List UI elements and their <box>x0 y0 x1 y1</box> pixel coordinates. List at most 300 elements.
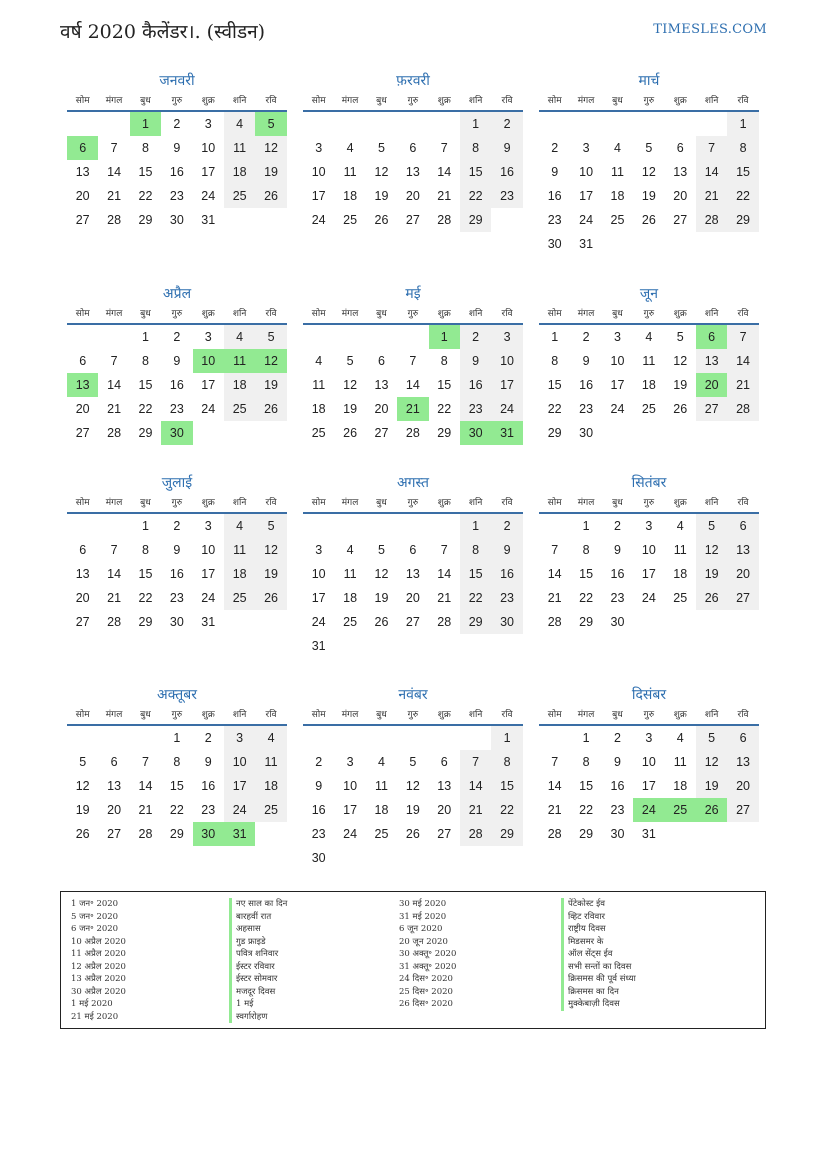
legend-date: 6 जन॰ 2020 <box>71 924 119 934</box>
day-cell: 20 <box>405 591 420 605</box>
day-cell: 29 <box>138 426 153 440</box>
day-cell: 2 <box>491 514 522 538</box>
weekday-label: सोम <box>547 498 562 508</box>
empty-cell <box>334 726 365 750</box>
day-cell: 30 <box>169 213 184 227</box>
day-cell: 18 <box>343 591 358 605</box>
day-cell: 2 <box>204 731 212 745</box>
day-cell: 13 <box>673 165 688 179</box>
day-cell: 29 <box>138 615 153 629</box>
day-cell: 8 <box>142 141 149 155</box>
empty-cell <box>98 726 129 750</box>
day-cell: 27 <box>696 397 727 421</box>
day-cell: 22 <box>437 402 452 416</box>
holiday-day-cell: 1 <box>130 112 161 136</box>
day-cell: 5 <box>645 141 653 155</box>
legend-holiday-name: राष्ट्रीय दिवस <box>561 923 636 936</box>
weekday-label: शनि <box>468 96 483 106</box>
empty-cell <box>366 726 397 750</box>
empty-cell <box>98 325 129 349</box>
weekday-label: बुध <box>612 498 623 508</box>
day-cell: 14 <box>460 774 491 798</box>
day-cell: 22 <box>579 591 594 605</box>
day-cell: 15 <box>460 562 491 586</box>
empty-cell <box>67 514 98 538</box>
holiday-day-cell: 6 <box>67 136 98 160</box>
weekday-label: मंगल <box>105 710 123 720</box>
day-cell: 11 <box>673 543 687 557</box>
day-cell: 10 <box>579 165 594 179</box>
month-calendar <box>67 472 287 634</box>
day-cell: 1 <box>491 726 522 750</box>
day-cell: 31 <box>311 639 326 653</box>
day-cell: 27 <box>75 615 90 629</box>
weekday-header <box>303 494 523 514</box>
day-cell: 5 <box>696 514 727 538</box>
day-cell: 28 <box>405 426 420 440</box>
day-cell: 21 <box>696 184 727 208</box>
empty-cell <box>366 514 397 538</box>
day-cell: 8 <box>440 354 448 368</box>
day-cell: 11 <box>224 136 255 160</box>
day-cell: 2 <box>551 141 559 155</box>
day-cell: 14 <box>437 165 452 179</box>
empty-cell <box>539 514 570 538</box>
day-cell: 27 <box>374 426 389 440</box>
day-cell: 7 <box>409 354 417 368</box>
day-cell: 20 <box>75 402 90 416</box>
day-cell: 4 <box>676 519 684 533</box>
weekday-label: रवि <box>737 309 749 319</box>
day-cell: 7 <box>440 543 448 557</box>
day-cell: 20 <box>107 803 122 817</box>
day-cell: 28 <box>107 615 122 629</box>
day-cell: 21 <box>107 189 122 203</box>
day-cell: 9 <box>582 354 590 368</box>
weekday-label: रवि <box>265 309 277 319</box>
day-cell: 11 <box>673 755 687 769</box>
day-cell: 7 <box>440 141 448 155</box>
weekday-label: गुरु <box>171 96 183 106</box>
day-cell: 27 <box>727 798 758 822</box>
weekday-label: शनि <box>704 498 719 508</box>
legend-holiday-name: ईस्टर सोमवार <box>229 973 287 986</box>
weekday-label: गुरु <box>643 498 655 508</box>
day-cell: 23 <box>311 827 326 841</box>
day-cell: 4 <box>346 141 354 155</box>
day-cell: 25 <box>343 213 358 227</box>
day-cell: 22 <box>491 798 522 822</box>
day-cell: 14 <box>727 349 758 373</box>
day-cell: 2 <box>315 755 323 769</box>
month-calendar <box>67 283 287 445</box>
day-cell: 9 <box>614 755 621 769</box>
day-cell: 19 <box>673 378 688 392</box>
weekday-header <box>67 305 287 325</box>
day-cell: 30 <box>579 426 594 440</box>
day-cell: 12 <box>75 779 90 793</box>
day-cell: 3 <box>582 141 590 155</box>
empty-cell <box>303 325 334 349</box>
day-cell: 16 <box>610 567 625 581</box>
month-name: अगस्त <box>396 475 429 491</box>
legend-date: 30 अक्तू॰ 2020 <box>399 949 457 959</box>
holiday-day-cell: 10 <box>193 349 224 373</box>
empty-cell <box>366 325 397 349</box>
month-calendar <box>67 684 287 846</box>
day-cell: 6 <box>110 755 118 769</box>
legend-date: 30 मई 2020 <box>399 899 447 909</box>
day-cell: 25 <box>343 615 358 629</box>
day-cell: 16 <box>169 378 184 392</box>
day-cell: 29 <box>138 213 153 227</box>
weekday-label: मंगल <box>341 96 359 106</box>
day-cell: 1 <box>582 519 590 533</box>
day-cell: 30 <box>491 610 522 634</box>
legend-holiday-name: बारहवीं रात <box>229 911 287 924</box>
holiday-day-cell: 20 <box>696 373 727 397</box>
legend-date: 1 मई 2020 <box>71 999 113 1009</box>
day-cell: 31 <box>201 213 216 227</box>
day-cell: 23 <box>491 586 522 610</box>
weekday-label: शुक्र <box>673 498 687 508</box>
day-cell: 25 <box>255 798 286 822</box>
day-cell: 10 <box>641 755 656 769</box>
day-cell: 7 <box>460 750 491 774</box>
day-cell: 15 <box>491 774 522 798</box>
day-cell: 17 <box>491 373 522 397</box>
day-cell: 4 <box>315 354 323 368</box>
legend-date: 26 दिस॰ 2020 <box>399 999 453 1009</box>
month-name: अक्तूबर <box>157 687 197 703</box>
holiday-day-cell: 12 <box>255 349 286 373</box>
weekday-label: सोम <box>547 96 562 106</box>
day-cell: 31 <box>579 237 594 251</box>
day-cell: 20 <box>374 402 389 416</box>
day-cell: 8 <box>727 136 758 160</box>
day-cell: 6 <box>727 514 758 538</box>
holiday-day-cell: 31 <box>491 421 522 445</box>
weekday-label: बुध <box>612 96 623 106</box>
day-cell: 14 <box>138 779 153 793</box>
weekday-label: शुक्र <box>437 710 451 720</box>
legend-holiday-name: गुड फ्राइडे <box>229 936 287 949</box>
day-cell: 24 <box>641 591 656 605</box>
weekday-label: शनि <box>468 309 483 319</box>
day-cell: 18 <box>255 774 286 798</box>
day-cell: 10 <box>491 349 522 373</box>
day-cell: 2 <box>582 330 590 344</box>
day-grid <box>67 726 287 846</box>
day-cell: 1 <box>727 112 758 136</box>
empty-cell <box>303 726 334 750</box>
day-grid <box>303 726 523 870</box>
day-cell: 16 <box>201 779 216 793</box>
day-cell: 26 <box>374 615 389 629</box>
weekday-label: बुध <box>376 309 387 319</box>
month-name: जुलाई <box>161 475 193 491</box>
day-cell: 8 <box>551 354 559 368</box>
day-cell: 25 <box>641 402 656 416</box>
weekday-label: शनि <box>232 498 247 508</box>
day-cell: 21 <box>437 189 452 203</box>
weekday-label: शनि <box>704 309 719 319</box>
holiday-day-cell: 24 <box>633 798 664 822</box>
day-cell: 13 <box>696 349 727 373</box>
day-cell: 30 <box>547 237 562 251</box>
day-cell: 23 <box>169 189 184 203</box>
month-name: अप्रैल <box>162 286 192 302</box>
day-cell: 26 <box>673 402 688 416</box>
day-cell: 22 <box>547 402 562 416</box>
empty-cell <box>397 726 428 750</box>
weekday-label: शुक्र <box>437 96 451 106</box>
holiday-day-cell: 13 <box>67 373 98 397</box>
day-cell: 12 <box>673 354 688 368</box>
day-cell: 19 <box>374 591 389 605</box>
day-cell: 6 <box>676 141 684 155</box>
day-cell: 14 <box>437 567 452 581</box>
day-cell: 22 <box>579 803 594 817</box>
legend-holiday-name: व्हिट रविवार <box>561 911 636 924</box>
day-cell: 28 <box>460 822 491 846</box>
legend-date: 31 अक्तू॰ 2020 <box>399 961 457 972</box>
weekday-label: बुध <box>140 96 151 106</box>
holiday-day-cell: 5 <box>255 112 286 136</box>
day-cell: 5 <box>378 141 385 155</box>
day-cell: 15 <box>460 160 491 184</box>
weekday-label: रवि <box>501 309 513 319</box>
day-cell: 5 <box>346 354 354 368</box>
day-cell: 1 <box>551 330 559 344</box>
day-cell: 17 <box>201 567 216 581</box>
day-cell: 8 <box>142 543 149 557</box>
weekday-label: शनि <box>232 309 247 319</box>
legend-date: 5 जन॰ 2020 <box>71 911 119 922</box>
day-cell: 7 <box>110 543 118 557</box>
month-name: नवंबर <box>398 687 428 703</box>
weekday-label: शुक्र <box>437 309 451 319</box>
month-calendar <box>539 472 759 634</box>
day-cell: 16 <box>547 189 562 203</box>
day-cell: 28 <box>437 615 452 629</box>
day-cell: 23 <box>579 402 594 416</box>
day-cell: 7 <box>551 543 559 557</box>
empty-cell <box>98 112 129 136</box>
legend-holiday-name: क्रिसमस का दिन <box>561 986 636 999</box>
day-cell: 4 <box>614 141 621 155</box>
day-grid <box>539 112 759 256</box>
month-name: दिसंबर <box>631 687 667 703</box>
day-cell: 14 <box>107 378 122 392</box>
day-cell: 10 <box>224 750 255 774</box>
legend-holiday-name: ईस्टर रविवार <box>229 961 287 974</box>
legend-date: 11 अप्रैल 2020 <box>71 949 126 959</box>
weekday-label: मंगल <box>105 96 123 106</box>
empty-cell <box>397 112 428 136</box>
day-cell: 11 <box>255 750 286 774</box>
day-cell: 9 <box>173 543 181 557</box>
day-cell: 22 <box>727 184 758 208</box>
day-cell: 24 <box>201 402 216 416</box>
day-cell: 24 <box>311 213 326 227</box>
day-cell: 22 <box>138 189 153 203</box>
weekday-header <box>303 706 523 726</box>
day-cell: 15 <box>138 165 153 179</box>
day-cell: 14 <box>547 779 562 793</box>
day-cell: 21 <box>107 591 122 605</box>
day-cell: 19 <box>343 402 358 416</box>
day-cell: 9 <box>614 543 621 557</box>
day-cell: 12 <box>374 165 389 179</box>
day-cell: 21 <box>547 803 562 817</box>
legend-names-column-1 <box>229 898 287 1023</box>
day-cell: 7 <box>696 136 727 160</box>
weekday-label: शनि <box>704 96 719 106</box>
weekday-label: सोम <box>75 309 90 319</box>
legend-date: 25 दिस॰ 2020 <box>399 986 453 997</box>
legend-date: 12 अप्रैल 2020 <box>71 961 126 972</box>
day-cell: 6 <box>440 755 448 769</box>
weekday-label: गुरु <box>407 498 419 508</box>
day-cell: 24 <box>610 402 625 416</box>
day-cell: 22 <box>138 402 153 416</box>
weekday-label: गुरु <box>171 710 183 720</box>
day-cell: 23 <box>610 591 625 605</box>
day-cell: 1 <box>582 731 590 745</box>
day-cell: 28 <box>727 397 758 421</box>
weekday-label: रवि <box>501 710 513 720</box>
day-cell: 26 <box>255 397 286 421</box>
weekday-label: मंगल <box>577 96 595 106</box>
day-cell: 25 <box>224 586 255 610</box>
day-cell: 4 <box>676 731 684 745</box>
weekday-label: मंगल <box>577 498 595 508</box>
weekday-label: गुरु <box>643 309 655 319</box>
day-cell: 10 <box>343 779 358 793</box>
weekday-label: शुक्र <box>201 498 215 508</box>
day-cell: 10 <box>311 165 326 179</box>
weekday-label: मंगल <box>341 710 359 720</box>
holiday-day-cell: 31 <box>224 822 255 846</box>
day-cell: 24 <box>491 397 522 421</box>
site-link[interactable]: TIMESLES.COM <box>653 22 767 37</box>
day-cell: 27 <box>405 615 420 629</box>
weekday-header <box>539 92 759 112</box>
day-cell: 29 <box>437 426 452 440</box>
day-cell: 3 <box>645 731 653 745</box>
day-cell: 21 <box>437 591 452 605</box>
day-cell: 29 <box>169 827 184 841</box>
weekday-label: रवि <box>737 498 749 508</box>
legend-date: 13 अप्रैल 2020 <box>71 974 126 984</box>
day-cell: 29 <box>491 822 522 846</box>
day-cell: 28 <box>696 208 727 232</box>
day-cell: 4 <box>224 112 255 136</box>
weekday-label: गुरु <box>407 710 419 720</box>
day-cell: 4 <box>645 330 653 344</box>
day-cell: 2 <box>491 112 522 136</box>
weekday-label: बुध <box>376 96 387 106</box>
day-cell: 6 <box>79 543 87 557</box>
day-cell: 26 <box>343 426 358 440</box>
day-cell: 8 <box>491 750 522 774</box>
empty-cell <box>67 726 98 750</box>
day-cell: 24 <box>579 213 594 227</box>
month-name: मई <box>405 286 421 302</box>
month-name: मार्च <box>638 73 660 89</box>
day-cell: 13 <box>405 165 420 179</box>
weekday-label: बुध <box>140 710 151 720</box>
day-cell: 26 <box>255 586 286 610</box>
weekday-label: शुक्र <box>201 309 215 319</box>
legend-date: 20 जून 2020 <box>399 936 448 947</box>
day-cell: 21 <box>460 798 491 822</box>
day-cell: 20 <box>727 562 758 586</box>
day-cell: 1 <box>460 112 491 136</box>
day-cell: 9 <box>204 755 212 769</box>
weekday-label: गुरु <box>407 96 419 106</box>
day-cell: 21 <box>107 402 122 416</box>
day-cell: 7 <box>551 755 559 769</box>
day-cell: 15 <box>579 779 594 793</box>
day-cell: 29 <box>579 615 594 629</box>
weekday-label: शुक्र <box>201 710 215 720</box>
day-cell: 7 <box>110 141 118 155</box>
day-cell: 26 <box>405 827 420 841</box>
day-cell: 28 <box>138 827 153 841</box>
day-cell: 6 <box>409 543 417 557</box>
weekday-label: रवि <box>501 498 513 508</box>
day-cell: 18 <box>311 402 326 416</box>
day-cell: 2 <box>460 325 491 349</box>
day-cell: 7 <box>142 755 149 769</box>
day-cell: 25 <box>311 426 326 440</box>
day-cell: 8 <box>460 538 491 562</box>
weekday-label: बुध <box>612 710 623 720</box>
day-cell: 16 <box>579 378 594 392</box>
day-cell: 12 <box>255 136 286 160</box>
legend-date: 6 जून 2020 <box>399 924 443 934</box>
day-cell: 8 <box>460 136 491 160</box>
empty-cell <box>98 514 129 538</box>
weekday-label: शुक्र <box>437 498 451 508</box>
day-cell: 17 <box>224 774 255 798</box>
day-cell: 9 <box>173 354 181 368</box>
day-cell: 25 <box>610 213 625 227</box>
weekday-label: सोम <box>311 710 326 720</box>
legend-holiday-name: अहसास <box>229 923 287 936</box>
weekday-label: सोम <box>547 309 562 319</box>
day-cell: 24 <box>201 189 216 203</box>
day-cell: 17 <box>343 803 358 817</box>
weekday-label: सोम <box>75 710 90 720</box>
legend-dates-column-2 <box>399 898 456 1011</box>
day-cell: 9 <box>551 165 559 179</box>
day-cell: 29 <box>547 426 562 440</box>
month-calendar <box>303 283 523 445</box>
day-cell: 8 <box>582 755 590 769</box>
legend-date: 10 अप्रैल 2020 <box>71 936 126 947</box>
weekday-label: सोम <box>311 309 326 319</box>
day-cell: 23 <box>610 803 625 817</box>
day-cell: 15 <box>547 378 562 392</box>
empty-cell <box>334 112 365 136</box>
day-cell: 2 <box>614 731 621 745</box>
legend-date: 31 मई 2020 <box>399 911 447 922</box>
day-cell: 3 <box>315 543 323 557</box>
weekday-header <box>539 494 759 514</box>
